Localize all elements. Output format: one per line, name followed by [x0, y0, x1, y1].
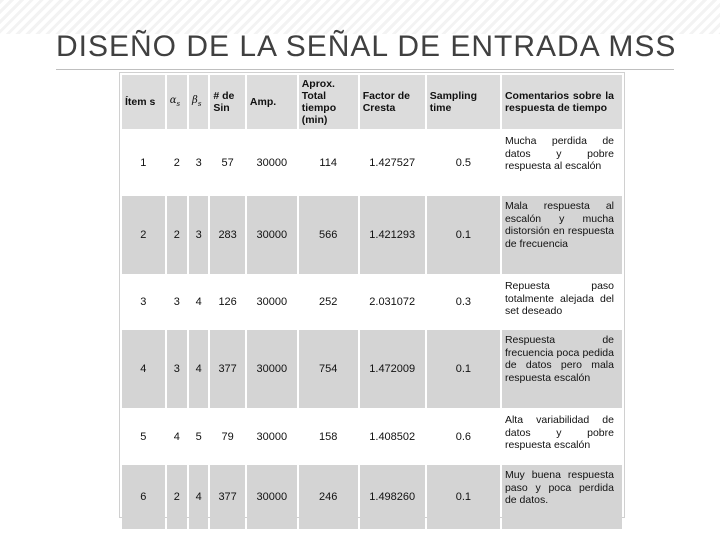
cell-comment: Mala respuesta al escalón y mucha distorsión en respuesta de frecuencia — [502, 196, 622, 274]
cell-approx-time: 158 — [299, 410, 358, 463]
alpha-subscript: s — [176, 100, 181, 108]
header-crest-factor: Factor de Cresta — [360, 75, 425, 129]
cell-item: 6 — [122, 465, 165, 529]
cell-num-sin: 57 — [210, 131, 245, 194]
cell-approx-time: 566 — [299, 196, 358, 274]
table-row — [122, 276, 622, 328]
cell-crest-factor: 1.498260 — [360, 465, 425, 529]
cell-sampling-time: 0.1 — [427, 196, 500, 274]
cell-item: 2 — [122, 196, 165, 274]
cell-crest-factor: 2.031072 — [360, 276, 425, 328]
cell-amp: 30000 — [247, 410, 297, 463]
cell-approx-time: 754 — [299, 330, 358, 408]
header-beta — [189, 75, 208, 129]
cell-beta: 3 — [189, 196, 208, 274]
cell-item: 4 — [122, 330, 165, 408]
cell-alpha: 2 — [167, 465, 187, 529]
beta-subscript: s — [197, 100, 202, 108]
cell-amp: 30000 — [247, 131, 297, 194]
cell-beta: 4 — [189, 276, 208, 328]
cell-alpha: 4 — [167, 410, 187, 463]
header-sampling-time: Sampling time — [427, 75, 500, 129]
table-row — [122, 410, 622, 463]
table-row — [122, 330, 622, 408]
cell-item: 5 — [122, 410, 165, 463]
cell-sampling-time: 0.6 — [427, 410, 500, 463]
cell-comment: Mucha perdida de datos y pobre respuesta al escalón — [502, 131, 622, 194]
cell-sampling-time: 0.1 — [427, 330, 500, 408]
beta-symbol: β — [192, 95, 198, 106]
cell-beta: 3 — [189, 131, 208, 194]
table-row — [122, 196, 622, 274]
cell-comment: Respuesta de frecuencia poca pedida de datos pero mala respuesta escalón — [502, 330, 622, 408]
alpha-symbol: α — [169, 95, 177, 106]
header-item: Ítem s — [122, 75, 165, 129]
cell-comment: Repuesta paso totalmente alejada del set deseado — [502, 276, 622, 328]
cell-beta: 4 — [189, 465, 208, 529]
slide-title: DISEÑO DE LA SEÑAL DE ENTRADA MSS — [56, 30, 677, 63]
cell-comment: Alta variabilidad de datos y pobre respuesta escalón — [502, 410, 622, 463]
cell-beta: 5 — [189, 410, 208, 463]
cell-amp: 30000 — [247, 276, 297, 328]
cell-beta: 4 — [189, 330, 208, 408]
cell-alpha: 2 — [167, 131, 187, 194]
cell-num-sin: 377 — [210, 465, 245, 529]
table-header-row — [122, 75, 622, 129]
header-amp: Amp. — [247, 75, 297, 129]
header-alpha — [167, 75, 187, 129]
cell-sampling-time: 0.1 — [427, 465, 500, 529]
title-divider — [56, 69, 674, 70]
header-comments: Comentarios sobre la respuesta de tiempo — [502, 75, 622, 129]
cell-num-sin: 79 — [210, 410, 245, 463]
cell-approx-time: 114 — [299, 131, 358, 194]
cell-alpha: 2 — [167, 196, 187, 274]
cell-item: 3 — [122, 276, 165, 328]
cell-sampling-time: 0.5 — [427, 131, 500, 194]
cell-item: 1 — [122, 131, 165, 194]
cell-alpha: 3 — [167, 330, 187, 408]
header-approx-time: Aprox. Total tiempo (min) — [299, 75, 358, 129]
decorative-top-band — [0, 0, 720, 34]
header-num-sin: # de Sin — [210, 75, 245, 129]
cell-amp: 30000 — [247, 330, 297, 408]
cell-amp: 30000 — [247, 196, 297, 274]
cell-approx-time: 246 — [299, 465, 358, 529]
cell-num-sin: 283 — [210, 196, 245, 274]
results-table — [120, 73, 624, 531]
cell-crest-factor: 1.421293 — [360, 196, 425, 274]
results-table-frame — [119, 72, 625, 518]
cell-approx-time: 252 — [299, 276, 358, 328]
cell-crest-factor: 1.472009 — [360, 330, 425, 408]
cell-crest-factor: 1.427527 — [360, 131, 425, 194]
cell-amp: 30000 — [247, 465, 297, 529]
cell-num-sin: 377 — [210, 330, 245, 408]
cell-comment: Muy buena respuesta paso y poca perdida de datos. — [502, 465, 622, 529]
table-row — [122, 131, 622, 194]
cell-sampling-time: 0.3 — [427, 276, 500, 328]
table-row — [122, 465, 622, 529]
cell-alpha: 3 — [167, 276, 187, 328]
cell-crest-factor: 1.408502 — [360, 410, 425, 463]
cell-num-sin: 126 — [210, 276, 245, 328]
